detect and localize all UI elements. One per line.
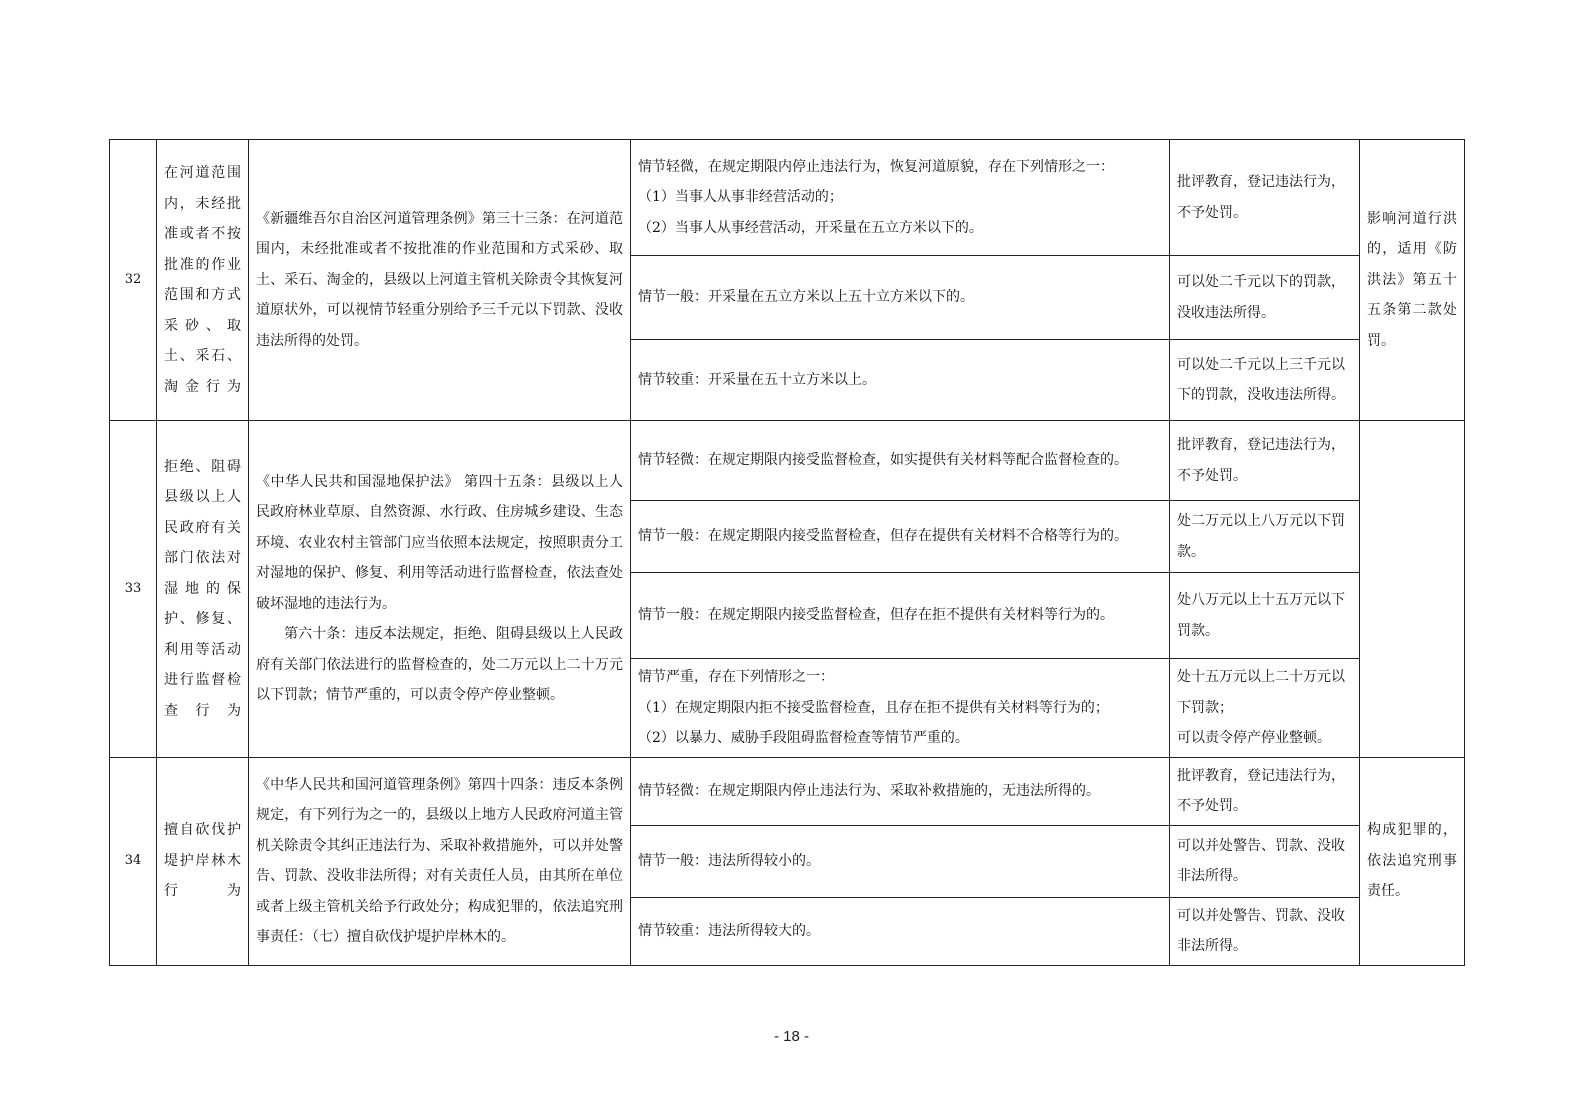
penalty-cell: 可以处二千元以上三千元以下的罚款，没收违法所得。 — [1170, 340, 1360, 421]
penalty-cell: 可以并处警告、罚款、没收非法所得。 — [1170, 897, 1360, 965]
row-number: 33 — [110, 421, 157, 758]
penalty-cell: 批评教育，登记违法行为，不予处罚。 — [1170, 757, 1360, 825]
circumstance-cell: 情节一般：违法所得较小的。 — [631, 825, 1170, 897]
penalty-cell: 可以并处警告、罚款、没收非法所得。 — [1170, 825, 1360, 897]
circumstance-cell: 情节一般：在规定期限内接受监督检查，但存在拒不提供有关材料等行为的。 — [631, 573, 1170, 659]
circumstance-cell: 情节严重，存在下列情形之一： （1）在规定期限内拒不接受监督检查，且存在拒不提供有关材料等行为的； （2）以暴力、威胁手段阻碍监督检查等情节严重的。 — [631, 659, 1170, 758]
circumstance-cell: 情节轻微：在规定期限内接受监督检查，如实提供有关材料等配合监督检查的。 — [631, 421, 1170, 501]
legal-basis-article-60: 第六十条：违反本法规定，拒绝、阻碍县级以上人民政府有关部门依法进行的监督检查的，处二万元以上二十万元以下罚款；情节严重的，可以责令停产停业整顿。 — [256, 626, 623, 704]
penalty-cell: 处十五万元以上二十万元以下罚款； 可以责令停产停业整顿。 — [1170, 659, 1360, 758]
circumstance-cell: 情节一般：开采量在五立方米以上五十立方米以下的。 — [631, 256, 1170, 340]
row-number: 34 — [110, 757, 157, 965]
circumstance-cell: 情节较重：开采量在五十立方米以上。 — [631, 340, 1170, 421]
page-number: - 18 - — [773, 1028, 809, 1045]
legal-basis-article-45: 《中华人民共和国湿地保护法》 第四十五条：县级以上人民政府林业草原、自然资源、水行政、住房城乡建设、生态环境、农业农村主管部门应当依照本法规定，按照职责分工对湿地的保护、修复、利用等活动进行监督检查，依法查处破坏湿地的违法行为。 — [256, 473, 623, 612]
legal-basis-cell — [249, 421, 631, 758]
penalty-cell: 处二万元以上八万元以下罚款。 — [1170, 501, 1360, 573]
violation-cell: 拒绝、阻碍县级以上人民政府有关部门依法对湿地的保护、修复、利用等活动进行监督检查行为 — [157, 421, 249, 758]
violation-cell: 在河道范围内，未经批准或者不按批准的作业范围和方式采砂、取土、采石、淘金行为 — [157, 140, 249, 421]
remark-cell: 构成犯罪的，依法追究刑事责任。 — [1360, 757, 1465, 965]
circumstance-cell: 情节一般：在规定期限内接受监督检查，但存在提供有关材料不合格等行为的。 — [631, 501, 1170, 573]
circumstance-cell: 情节轻微：在规定期限内停止违法行为、采取补救措施的，无违法所得的。 — [631, 757, 1170, 825]
table-row — [110, 140, 1465, 256]
legal-basis-cell: 《新疆维吾尔自治区河道管理条例》第三十三条：在河道范围内，未经批准或者不按批准的作业范围和方式采砂、取土、采石、淘金的，县级以上河道主管机关除责令其恢复河道原状外，可以视情节轻重分别给予三千元以下罚款、没收违法所得的处罚。 — [249, 140, 631, 421]
circumstance-cell: 情节轻微，在规定期限内停止违法行为，恢复河道原貌，存在下列情形之一： （1）当事人从事非经营活动的； （2）当事人从事经营活动，开采量在五立方米以下的。 — [631, 140, 1170, 256]
violation-cell: 擅自砍伐护堤护岸林木行为 — [157, 757, 249, 965]
legal-basis-cell: 《中华人民共和国河道管理条例》第四十四条：违反本条例规定，有下列行为之一的，县级以上地方人民政府河道主管机关除责令其纠正违法行为、采取补救措施外，可以并处警告、罚款、没收非法所得；对有关责任人员，由其所在单位或者上级主管机关给予行政处分；构成犯罪的，依法追究刑事责任：（七）擅自砍伐护堤护岸林木的。 — [249, 757, 631, 965]
remark-cell: 影响河道行洪的，适用《防洪法》第五十五条第二款处罚。 — [1360, 140, 1465, 421]
circumstance-cell: 情节较重：违法所得较大的。 — [631, 897, 1170, 965]
penalty-cell: 处八万元以上十五万元以下罚款。 — [1170, 573, 1360, 659]
penalty-cell: 批评教育，登记违法行为，不予处罚。 — [1170, 140, 1360, 256]
row-number: 32 — [110, 140, 157, 421]
table-row — [110, 421, 1465, 501]
penalty-cell: 批评教育，登记违法行为，不予处罚。 — [1170, 421, 1360, 501]
penalty-cell: 可以处二千元以下的罚款，没收违法所得。 — [1170, 256, 1360, 340]
remark-cell — [1360, 421, 1465, 758]
table-row — [110, 757, 1465, 825]
penalty-table — [109, 139, 1465, 966]
